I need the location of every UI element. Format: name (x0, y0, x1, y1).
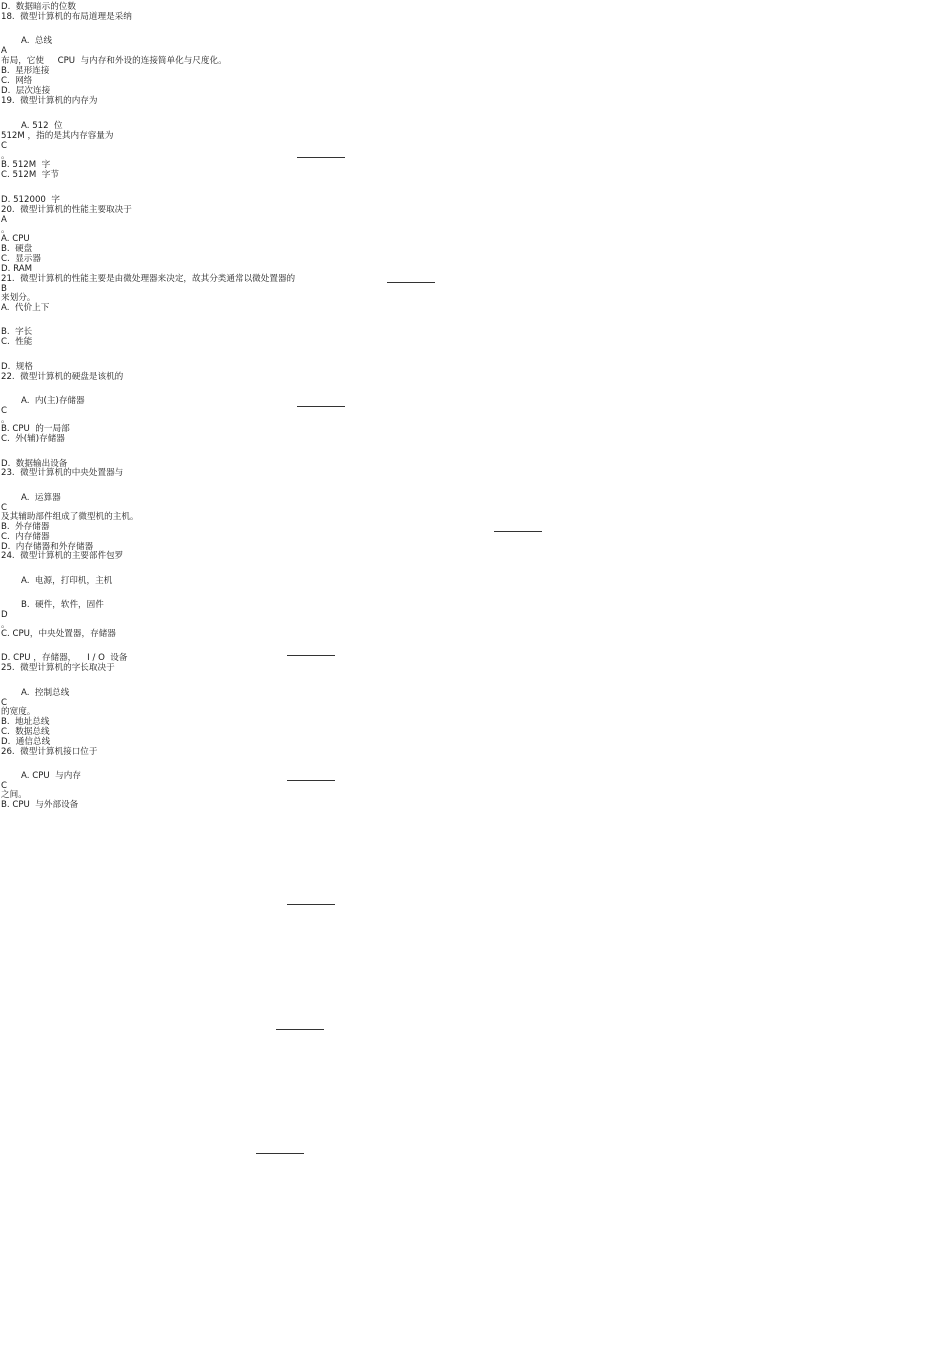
question-22: 22. 微型计算机的硬盘是该机的 (1, 372, 124, 382)
option-text: B. 硬盘 (1, 244, 33, 254)
option-text: C. 数据总线 (1, 727, 50, 737)
option-text: B. CPU 与外部设备 (1, 800, 79, 810)
option-text: C. 外(辅)存储器 (1, 434, 65, 444)
question-23: 23. 微型计算机的中央处置器与 (1, 468, 124, 478)
option-text: A. CPU (1, 234, 30, 244)
question-24: 24. 微型计算机的主要部件包罗 (1, 551, 124, 561)
option-text: C. 性能 (1, 337, 33, 347)
answer-letter: D (1, 610, 8, 620)
text-line: 来划分。 (1, 293, 36, 303)
answer-blank-line (297, 406, 345, 407)
answer-blank-line (387, 282, 435, 283)
answer-letter: A (1, 46, 7, 56)
option-text: C. 512M 字节 (1, 170, 59, 180)
option-text: D. 数据输出设备 (1, 459, 68, 469)
text-line: 。 (1, 151, 10, 161)
option-text: B. 字长 (1, 327, 33, 337)
option-text: A. 代价上下 (1, 303, 50, 313)
answer-blank-line (287, 904, 335, 905)
answer-letter: C (1, 698, 8, 708)
text-line: 及其辅助部件组成了微型机的主机。 (1, 512, 139, 522)
answer-letter: C (1, 406, 8, 416)
text-line: 。 (1, 415, 10, 425)
option-text: D. RAM (1, 264, 32, 274)
text-line: 。 (1, 620, 10, 630)
answer-letter: C (1, 141, 8, 151)
answer-blank-line (297, 157, 345, 158)
option-text: A. 电源，打印机，主机 (21, 576, 113, 586)
answer-letter: B (1, 284, 7, 294)
answer-letter: A (1, 215, 7, 225)
option-text: A. 内(主)存储器 (21, 396, 85, 406)
option-text: B. 硬件，软件，固件 (21, 600, 104, 610)
text-line: 的宽度。 (1, 707, 36, 717)
option-text: C. 显示器 (1, 254, 41, 264)
answer-blank-line (276, 1029, 324, 1030)
option-text: C. 网络 (1, 76, 33, 86)
question-20: 20. 微型计算机的性能主要取决于 (1, 205, 132, 215)
question-18: 18. 微型计算机的布局道理是采纳 (1, 12, 132, 22)
text-line: 之间。 (1, 790, 27, 800)
option-text: A. 512 位 (21, 121, 63, 131)
option-text: A. 控制总线 (21, 688, 70, 698)
answer-blank-line (494, 531, 542, 532)
option-text: D. 规格 (1, 362, 34, 372)
question-26: 26. 微型计算机接口位于 (1, 747, 98, 757)
question-19: 19. 微型计算机的内存为 (1, 96, 98, 106)
text-line: 。 (1, 225, 10, 235)
option-text: D. 512000 字 (1, 195, 60, 205)
question-25: 25. 微型计算机的字长取决于 (1, 663, 115, 673)
option-text: B. 地址总线 (1, 717, 50, 727)
option-text: D. 层次连接 (1, 86, 51, 96)
option-text: C. CPU，中央处置器，存储器 (1, 629, 116, 639)
answer-blank-line (256, 1153, 304, 1154)
text-line: D. 数据暗示的位数 (1, 2, 76, 12)
option-text: A. 运算器 (21, 493, 61, 503)
option-text: D. 通信总线 (1, 737, 51, 747)
option-text: A. 总线 (21, 36, 53, 46)
answer-blank-line (287, 655, 335, 656)
option-text: A. CPU 与内存 (21, 771, 81, 781)
answer-letter: C (1, 503, 8, 513)
option-text: C. 内存储器 (1, 532, 50, 542)
option-text: D. 内存储器和外存储器 (1, 542, 94, 552)
option-text: D. CPU ，存储器， I / O 设备 (1, 653, 128, 663)
text-line: 512M ，指的是其内存容量为 (1, 131, 114, 141)
option-text: B. CPU 的一局部 (1, 424, 70, 434)
text-line: 布局，它使 CPU 与内存和外设的连接简单化与尺度化。 (1, 56, 227, 66)
question-21: 21. 微型计算机的性能主要是由微处理器来决定，故其分类通常以微处置器的 (1, 274, 296, 284)
answer-letter: C (1, 781, 8, 791)
option-text: B. 外存储器 (1, 522, 50, 532)
answer-blank-line (287, 780, 335, 781)
option-text: B. 512M 字 (1, 160, 51, 170)
option-text: B. 星形连接 (1, 66, 50, 76)
